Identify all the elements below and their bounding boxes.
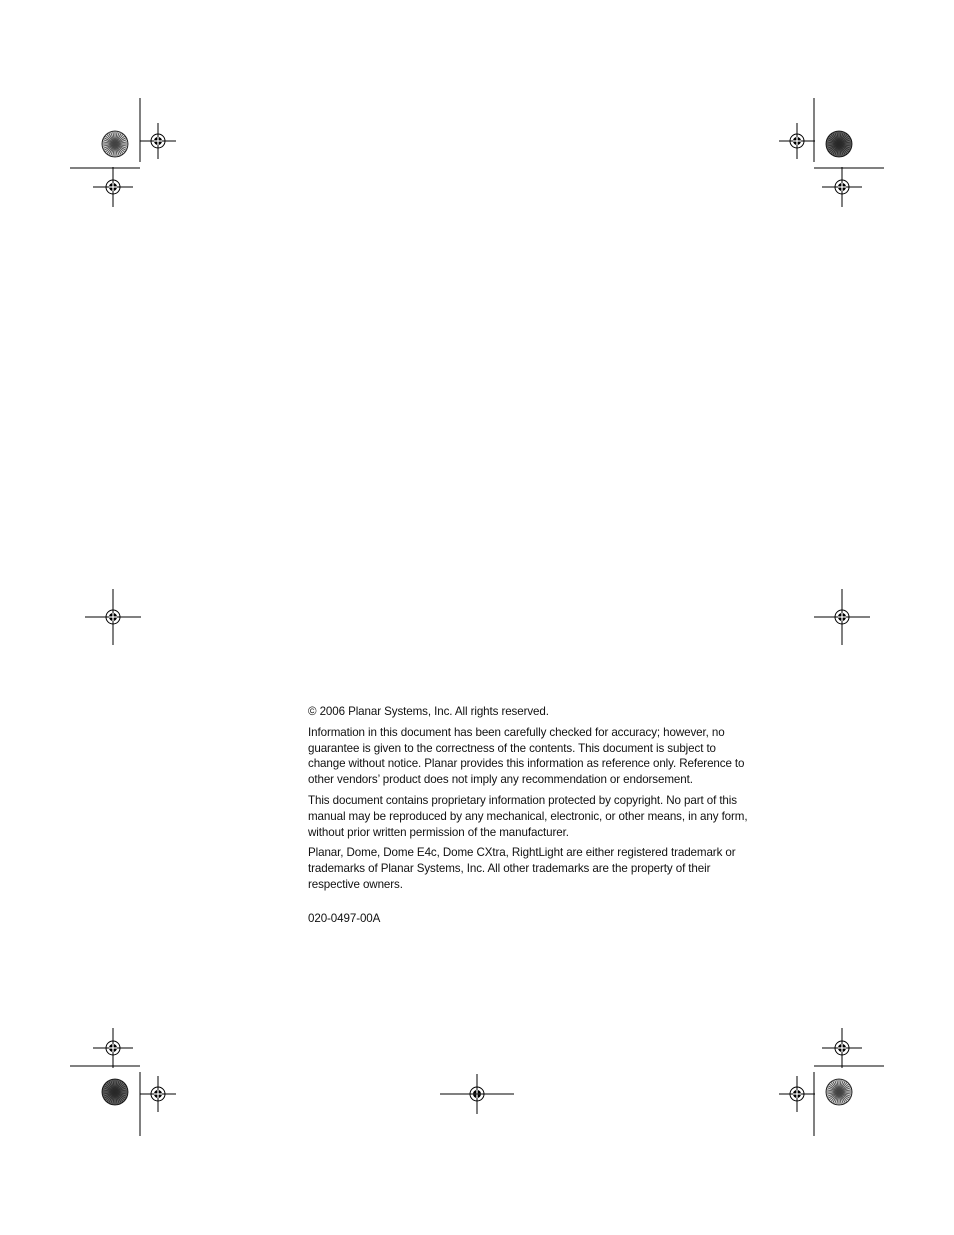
registration-target-icon — [822, 1028, 862, 1068]
registration-target-icon — [814, 589, 870, 645]
copyright-notice: © 2006 Planar Systems, Inc. All rights reserved. — [308, 705, 549, 718]
starburst-color-bar-icon — [102, 131, 128, 157]
registration-target-icon — [140, 1076, 176, 1112]
registration-target-icon — [93, 167, 133, 207]
registration-target-icon — [779, 123, 815, 159]
starburst-color-bar-icon — [826, 1079, 852, 1105]
accuracy-disclaimer: Information in this document has been carefully checked for accuracy; however, no guarantee is given to the correctness of the contents. This document is subject to change without notice. Planar provides this information as reference only. Reference to other vendors’ product does not imply any recommendation or endorsement. — [308, 725, 745, 787]
part-number: 020-0497-00A — [308, 911, 381, 925]
starburst-color-bar-icon — [826, 131, 852, 157]
registration-target-icon — [779, 1076, 815, 1112]
trademark-notice: Planar, Dome, Dome E4c, Dome CXtra, RightLight are either registered trademark or trademarks of Planar Systems, Inc. All other trademarks are the property of their respective owners. — [308, 846, 736, 891]
registration-target-icon — [822, 167, 862, 207]
copyright-protection-notice: This document contains proprietary information protected by copyright. No part of this manual may be reproduced by any mechanical, electronic, or other means, in any form, without prior written permission of the manufacturer. — [308, 793, 748, 839]
legal-notice — [308, 704, 748, 932]
starburst-color-bar-icon — [102, 1079, 128, 1105]
registration-target-icon — [85, 589, 141, 645]
registration-target-icon — [93, 1028, 133, 1068]
registration-target-icon — [140, 123, 176, 159]
